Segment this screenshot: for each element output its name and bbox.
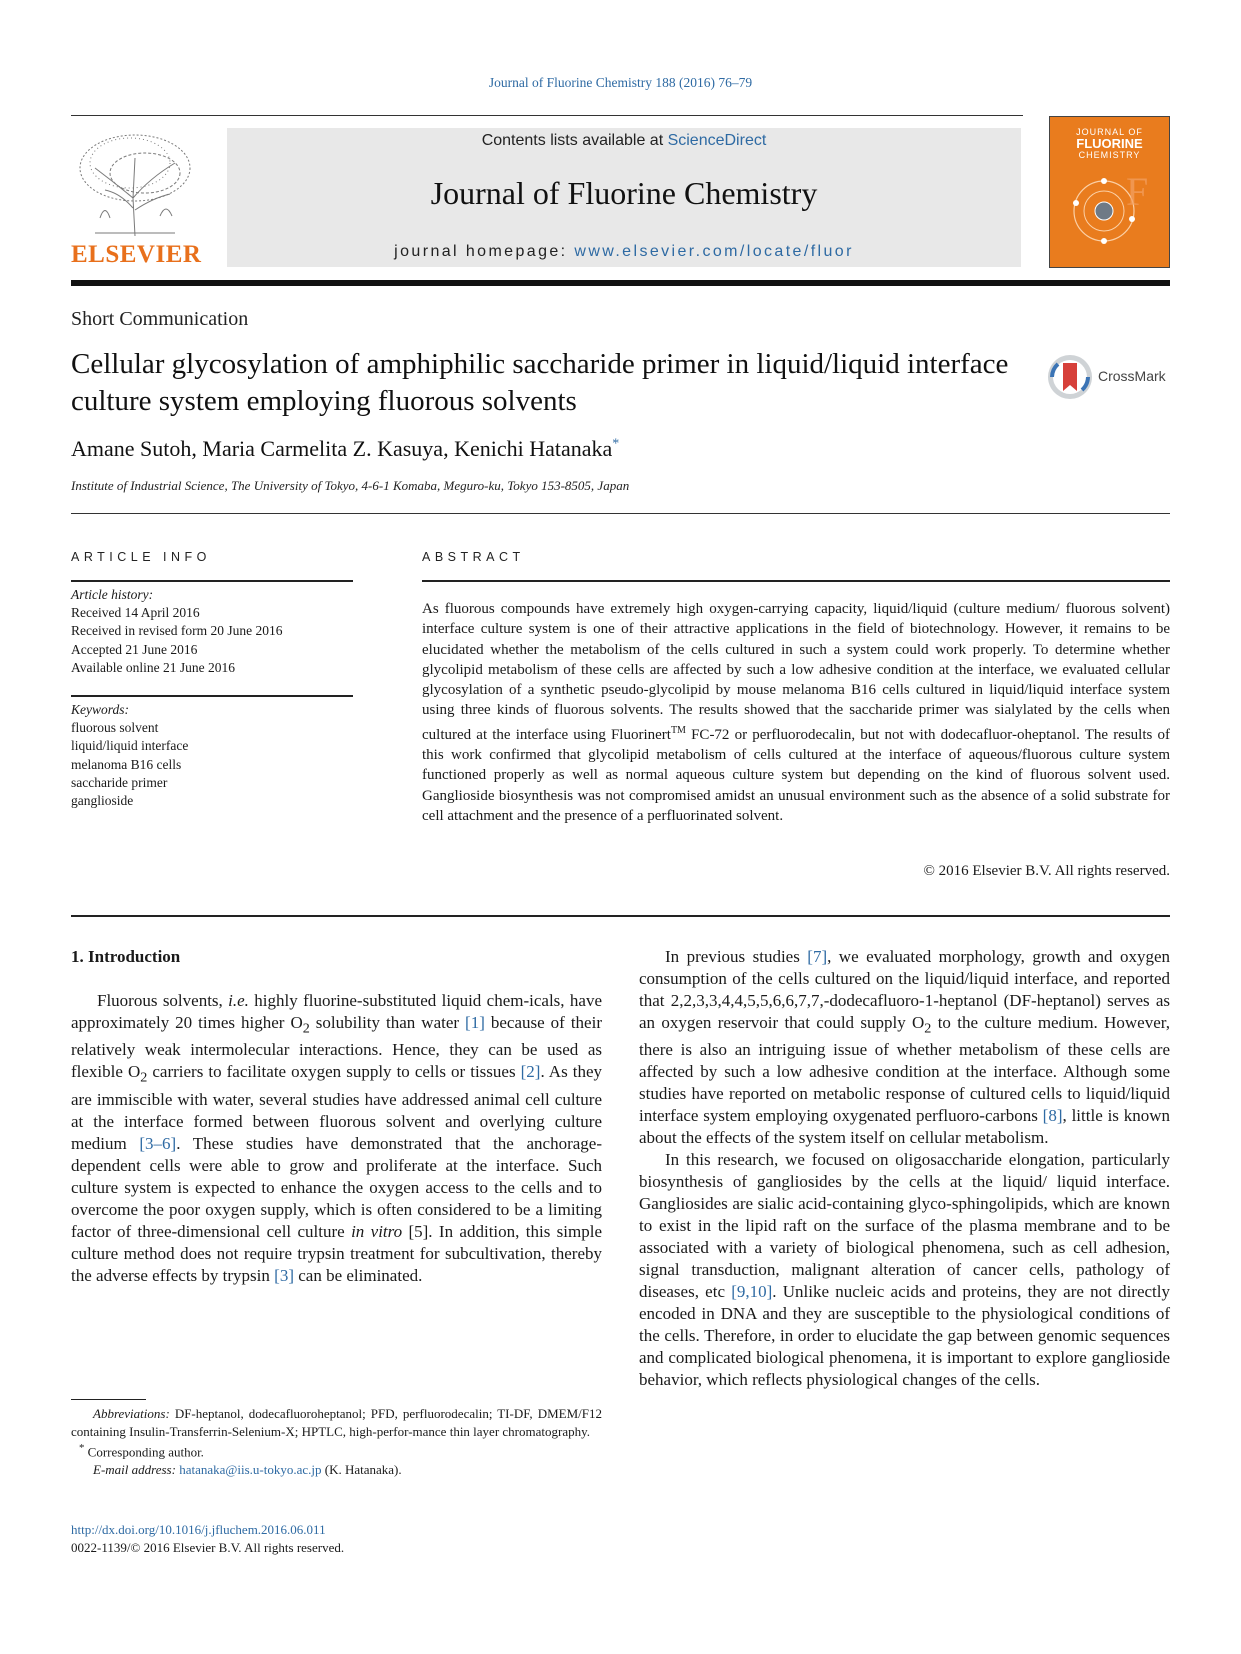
- intro-paragraph-1: [71, 990, 602, 1287]
- keyword-item: liquid/liquid interface: [71, 738, 189, 754]
- publisher-wordmark: ELSEVIER: [71, 241, 202, 268]
- crossmark-badge[interactable]: [1047, 354, 1172, 402]
- section-type: Short Communication: [71, 308, 249, 330]
- keyword-item: saccharide primer: [71, 774, 168, 790]
- cover-title-line-1: JOURNAL OF: [1076, 127, 1143, 137]
- keywords: [71, 701, 353, 810]
- text-run: solubility than water: [309, 1013, 466, 1032]
- homepage-prefix: journal homepage:: [394, 243, 575, 260]
- journal-banner: [227, 128, 1021, 267]
- svg-text:F: F: [1126, 175, 1149, 214]
- email-suffix: (K. Hatanaka).: [321, 1461, 402, 1477]
- text-run: In previous studies: [665, 947, 808, 966]
- reference-link[interactable]: [3–6]: [139, 1133, 177, 1153]
- keyword-item: fluorous solvent: [71, 720, 159, 736]
- text-run: highly fluorine-substituted liquid chem-icals, have approximately 20 times higher O: [71, 991, 602, 1032]
- history-item: Received in revised form 20 June 2016: [71, 623, 283, 639]
- keywords-rule: [71, 695, 353, 697]
- text-run: can be eliminated.: [293, 1265, 423, 1285]
- footnotes: [71, 1405, 602, 1478]
- reference-link[interactable]: [1]: [465, 1013, 485, 1032]
- intro-paragraph-3: [639, 1149, 1170, 1391]
- abstract-text: [422, 599, 1170, 826]
- journal-cover-thumbnail[interactable]: [1049, 116, 1170, 268]
- reference-link[interactable]: [2]: [520, 1062, 541, 1082]
- cover-title: [1050, 127, 1169, 160]
- text-run: . As they are immiscible with water, several studies have addressed animal cell culture at the interface formed between fluorous solvent and overlying culture medium: [71, 1062, 603, 1153]
- cover-title-line-3: CHEMISTRY: [1078, 150, 1141, 160]
- text-run-italic: i.e.: [228, 991, 249, 1010]
- contents-prefix: Contents lists available at: [481, 132, 668, 149]
- intro-paragraph-2: [639, 946, 1170, 1149]
- footnote-rule: [71, 1399, 146, 1400]
- footnote-email: [71, 1461, 602, 1479]
- elsevier-tree-icon: [75, 128, 195, 238]
- article-title: Cellular glycosylation of amphiphilic saccharide primer in liquid/liquid interface culture system employing fluorous solvents: [71, 348, 1009, 417]
- body-left-column: [71, 946, 602, 1287]
- article-info-rule: [71, 580, 353, 582]
- text-run: carriers to facilitate oxygen supply to cells or tissues: [147, 1062, 521, 1082]
- history-item: Received 14 April 2016: [71, 605, 200, 621]
- text-run: Fluorous solvents,: [97, 991, 229, 1010]
- history-item: Accepted 21 June 2016: [71, 641, 198, 657]
- crossmark-label: CrossMark: [1098, 368, 1166, 384]
- corresponding-mark: *: [79, 1442, 85, 1454]
- elsevier-logo[interactable]: [71, 128, 202, 269]
- contents-line: [227, 132, 1021, 150]
- authors-text: Amane Sutoh, Maria Carmelita Z. Kasuya, Kenichi Hatanaka: [71, 436, 613, 461]
- subscript: 2: [924, 1020, 932, 1037]
- history-label: Article history:: [71, 587, 154, 602]
- homepage-line: [227, 243, 1021, 261]
- text-run: . These studies have demonstrated that the anchorage-dependent cells were able to grow and proliferate at the interface. Such culture system is expected to enhance the oxygen access to the cells and to overcome the poor oxygen supply, which is often considered to be a limiting factor of three-dimensional cell culture: [71, 1133, 602, 1241]
- subscript: 2: [302, 1020, 310, 1037]
- text-run: , little is known about the effects of the system itself on cellular metabolism.: [639, 1106, 1171, 1148]
- trademark-mark: TM: [670, 724, 686, 736]
- text-run-italic: in vitro: [351, 1221, 403, 1241]
- abstract-part-2: FC-72 or perfluorodecalin, but not with dodecafluor-oheptanol. The results of this work confirmed that glycolipid metabolism of cells cultured at the interface of aqueous/fluorous culture system functioned properly as well as normal aqueous culture system but depending on the kind of fluorous solvent used. Ganglioside biosynthesis was not compromised amidst an unusual environment such as the absence of a solid substrate for cell attachment and the presence of a perfluorinated solvent.: [422, 726, 1170, 824]
- cover-title-line-2: FLUORINE: [1076, 136, 1143, 151]
- doi-link[interactable]: http://dx.doi.org/10.1016/j.jfluchem.2016.06.011: [71, 1522, 326, 1537]
- issn-line: 0022-1139/© 2016 Elsevier B.V. All rights reserved.: [71, 1539, 345, 1555]
- body-right-column: [639, 946, 1170, 1391]
- abstract-copyright: © 2016 Elsevier B.V. All rights reserved.: [923, 863, 1170, 879]
- homepage-link[interactable]: www.elsevier.com/locate/fluor: [574, 243, 854, 260]
- reference-link[interactable]: [8]: [1042, 1106, 1063, 1126]
- doi-block: [71, 1521, 602, 1556]
- affiliation: Institute of Industrial Science, The University of Tokyo, 4-6-1 Komaba, Meguro-ku, Tokyo 153-8505, Japan: [71, 478, 630, 493]
- article-history: [71, 586, 353, 677]
- sciencedirect-link[interactable]: ScienceDirect: [667, 132, 767, 149]
- journal-name: Journal of Fluorine Chemistry: [430, 175, 818, 211]
- abstract-part-1: As fluorous compounds have extremely high oxygen-carrying capacity, liquid/liquid (culture medium/ fluorous solvent) interface culture system is one of their attractive applications in the field of biotechnology. However, it remains to be elucidated whether the metabolism of the cells cultured in such a system could work properly. To determine whether glycolipid metabolism of these cells are affected by such a low adhesive condition at the interface, we evaluated cellular glycosylation of a synthetic pseudo-glycolipid by mouse melanoma B16 cells cultured in liquid/liquid interface system using three kinds of fluorous solvents. The results showed that the saccharide primer was sialylated by the cells when cultured at the interface using Fluorinert: [422, 601, 1170, 743]
- text-run: , we evaluated morphology, growth and oxygen consumption of the cells cultured on the liquid/liquid interface, and reported that 2,2,3,3,4,4,5,5,6,6,7,7,-dodecafluoro-1-heptanol (DF-heptanol) serves as an oxygen reservoir that could supply O: [639, 947, 1170, 1032]
- body-divider: [71, 915, 1170, 917]
- header-divider: [71, 513, 1170, 514]
- text-run: because of their relatively weak intermolecular interactions. Hence, they can be used as flexible O: [71, 1013, 602, 1082]
- abbreviations-label: Abbreviations:: [93, 1406, 170, 1421]
- reference-link[interactable]: [3]: [274, 1265, 294, 1285]
- footnote-abbreviations: [71, 1405, 602, 1440]
- reference-link[interactable]: [7]: [807, 947, 828, 966]
- text-run: to the culture medium. However, there is also an intriguing issue of whether metabolism of these cells are affected by such a low adhesive condition at the interface. Although some studies have reported on metabolic response of cultured cells to liquid/liquid interface system employing oxygenated perfluoro-carbons: [639, 1013, 1170, 1126]
- masthead-thick-divider: [71, 280, 1170, 286]
- keyword-item: melanoma B16 cells: [71, 756, 182, 772]
- reference-link[interactable]: [9,10]: [731, 1282, 773, 1302]
- crossmark-icon: [1047, 354, 1093, 400]
- section-heading-introduction: 1. Introduction: [71, 947, 181, 966]
- text-run: [5]. In addition, this simple culture method does not require trypsin treatment for subcultivation, thereby the adverse effects by trypsin: [71, 1221, 602, 1285]
- subscript: 2: [140, 1069, 148, 1086]
- top-divider: [71, 115, 1023, 116]
- article-info-heading: ARTICLE INFO: [71, 550, 211, 564]
- author-list: [71, 436, 619, 462]
- keyword-item: ganglioside: [71, 793, 134, 809]
- cover-molecule-icon: [1064, 175, 1156, 255]
- history-item: Available online 21 June 2016: [71, 659, 235, 675]
- text-run: . Unlike nucleic acids and proteins, they are not directly encoded in DNA and they are susceptible to the physiological conditions of the cells. Therefore, in order to elucidate the gap between genomic sequences and complicated biological phenomena, it is important to explore ganglioside behavior, which reflects physiological changes of the cells.: [639, 1282, 1170, 1390]
- email-label: E-mail address:: [93, 1461, 176, 1477]
- email-link[interactable]: hatanaka@iis.u-tokyo.ac.jp: [179, 1461, 322, 1477]
- footnote-corresponding: [71, 1440, 602, 1461]
- abbreviations-text: DF-heptanol, dodecafluoroheptanol; PFD, perfluorodecalin; TI-DF, DMEM/F12 containing Insulin-Transferrin-Selenium-X; HPTLC, high-perfor-mance thin layer chromatography.: [71, 1406, 602, 1439]
- corresponding-text: Corresponding author.: [84, 1444, 204, 1460]
- abstract-rule: [422, 580, 1170, 582]
- text-run: In this research, we focused on oligosaccharide elongation, particularly biosynthesis of gangliosides by the cells at the liquid/ liquid interface. Gangliosides are sialic acid-containing glyco-sphingolipids, which are known to exist in the lipid raft on the surface of the plasma membrane and to be associated with a variety of biological phenomena, such as cell adhesion, signal transduction, malignant alteration of cancer cells, pathology of diseases, etc: [639, 1150, 1170, 1302]
- keywords-label: Keywords:: [71, 702, 129, 717]
- abstract-heading: ABSTRACT: [422, 550, 525, 564]
- corresponding-author-marker[interactable]: *: [612, 436, 620, 452]
- journal-citation-link[interactable]: Journal of Fluorine Chemistry 188 (2016) 76–79: [488, 75, 753, 90]
